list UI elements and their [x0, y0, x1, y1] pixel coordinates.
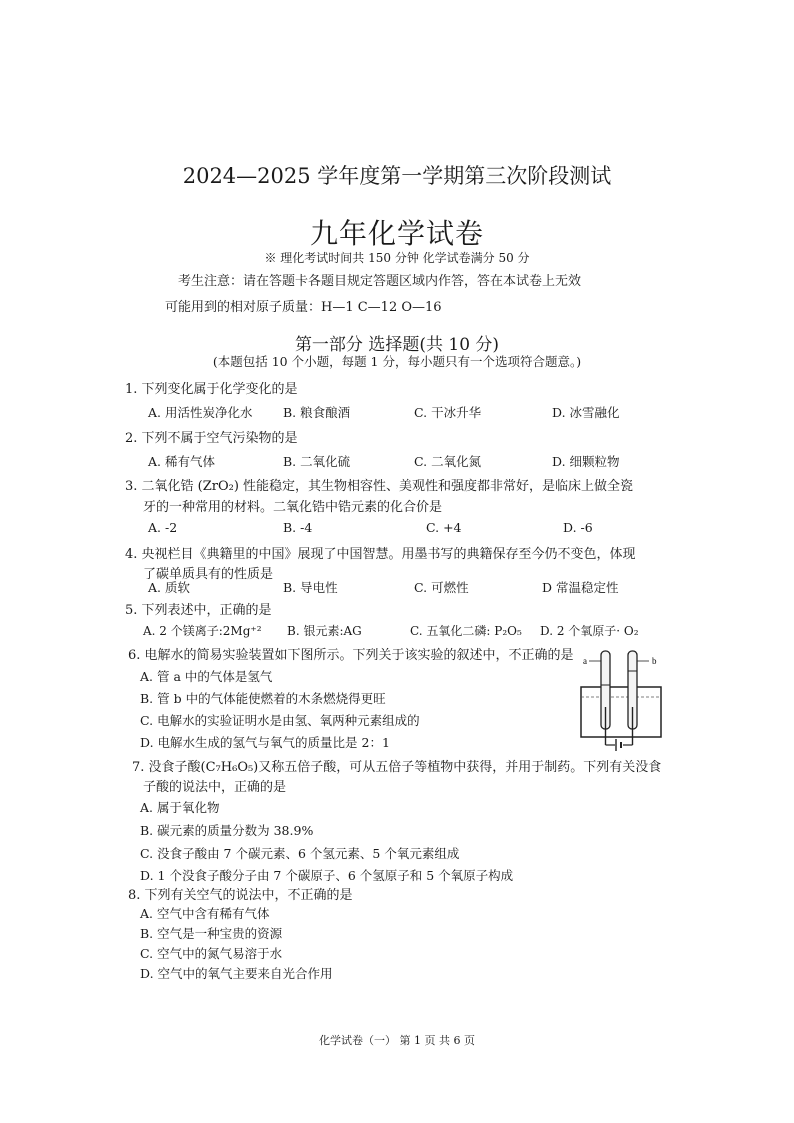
- question-7-option-c: C. 没食子酸由 7 个碳元素、6 个氢元素、5 个氧元素组成: [140, 846, 460, 861]
- question-4-option-b: B. 导电性: [283, 580, 338, 595]
- question-4-option-a: A. 质软: [148, 580, 190, 595]
- question-6-stem: 6. 电解水的简易实验装置如下图所示。下列关于该实验的叙述中，不正确的是: [128, 648, 574, 663]
- question-3-option-c: C. +4: [426, 520, 462, 535]
- question-1-option-a: A. 用活性炭净化水: [148, 405, 253, 420]
- question-8-option-d: D. 空气中的氧气主要来自光合作用: [140, 966, 333, 981]
- question-3-stem-line2: 牙的一种常用的材料。二氧化锆中锆元素的化合价是: [143, 500, 443, 515]
- page-footer: 化学试卷（一） 第 1 页 共 6 页: [319, 1034, 475, 1047]
- question-3-option-a: A. -2: [148, 520, 178, 535]
- question-2-option-c: C. 二氧化氮: [414, 454, 482, 469]
- question-5-option-d: D. 2 个氧原子· O₂: [540, 624, 639, 638]
- question-1-option-c: C. 干冰升华: [414, 405, 482, 420]
- question-4-stem-line1: 4. 央视栏目《典籍里的中国》展现了中国智慧。用墨书写的典籍保存至今仍不变色，体现: [125, 547, 636, 562]
- question-7-stem-line1: 7. 没食子酸(C₇H₆O₅)又称五倍子酸，可从五倍子等植物中获得，并用于制药。下列有关没食: [132, 760, 662, 775]
- question-6-option-c: C. 电解水的实验证明水是由氢、氧两种元素组成的: [140, 713, 420, 728]
- tube-a-label: a: [583, 656, 587, 666]
- time-score-note: ※ 理化考试时间共 150 分钟 化学试卷满分 50 分: [264, 251, 530, 265]
- question-4-option-d: D 常温稳定性: [542, 580, 619, 595]
- question-6-option-d: D. 电解水生成的氢气与氧气的质量比是 2：1: [140, 735, 390, 750]
- electrolysis-apparatus-figure: [575, 645, 670, 755]
- question-2-option-d: D. 细颗粒物: [552, 454, 620, 469]
- question-3-option-b: B. -4: [283, 520, 313, 535]
- question-4-option-c: C. 可燃性: [414, 580, 469, 595]
- question-5-option-c: C. 五氧化二磷: P₂O₅: [410, 624, 522, 638]
- section-title: 第一部分 选择题(共 10 分): [294, 335, 500, 355]
- question-5-option-a: A. 2 个镁离子:2Mg⁺²: [143, 624, 262, 638]
- question-7-option-b: B. 碳元素的质量分数为 38.9%: [140, 823, 314, 838]
- question-3-option-d: D. -6: [563, 520, 593, 535]
- question-7-option-d: D. 1 个没食子酸分子由 7 个碳原子、6 个氢原子和 5 个氧原子构成: [140, 868, 514, 883]
- question-8-stem: 8. 下列有关空气的说法中，不正确的是: [128, 888, 353, 903]
- question-7-stem-line2: 子酸的说法中，正确的是: [143, 780, 287, 795]
- question-8-option-c: C. 空气中的氮气易溶于水: [140, 946, 283, 961]
- section-note: (本题包括 10 个小题，每题 1 分，每小题只有一个选项符合题意。): [212, 354, 582, 369]
- question-2-option-a: A. 稀有气体: [148, 454, 215, 469]
- question-5-stem: 5. 下列表述中，正确的是: [125, 603, 272, 618]
- candidate-notice: 考生注意：请在答题卡各题目规定答题区域内作答，答在本试卷上无效: [178, 274, 582, 289]
- question-6-option-b: B. 管 b 中的气体能使燃着的木条燃烧得更旺: [140, 691, 386, 706]
- question-6-option-a: A. 管 a 中的气体是氢气: [140, 669, 273, 684]
- question-8-option-b: B. 空气是一种宝贵的资源: [140, 926, 283, 941]
- question-1-stem: 1. 下列变化属于化学变化的是: [125, 382, 298, 397]
- question-2-stem: 2. 下列不属于空气污染物的是: [125, 431, 298, 446]
- atomic-mass-note: 可能用到的相对原子质量：H—1 C—12 O—16: [165, 300, 442, 315]
- question-8-option-a: A. 空气中含有稀有气体: [140, 906, 270, 921]
- question-5-option-b: B. 银元素:AG: [287, 624, 362, 638]
- exam-subtitle: 九年化学试卷: [309, 217, 484, 250]
- question-1-option-d: D. 冰雪融化: [552, 405, 620, 420]
- question-4-stem-line2: 了碳单质具有的性质是: [143, 567, 274, 582]
- question-2-option-b: B. 二氧化硫: [283, 454, 351, 469]
- question-7-option-a: A. 属于氧化物: [140, 800, 220, 815]
- question-1-option-b: B. 粮食酿酒: [283, 405, 351, 420]
- exam-title: 2024—2025 学年度第一学期第三次阶段测试: [182, 164, 612, 188]
- question-3-stem-line1: 3. 二氧化锆 (ZrO₂) 性能稳定，其生物相容性、美观性和强度都非常好，是临床上做全瓷: [125, 479, 634, 494]
- tube-b-label: b: [652, 656, 657, 666]
- water-trough: [581, 687, 661, 737]
